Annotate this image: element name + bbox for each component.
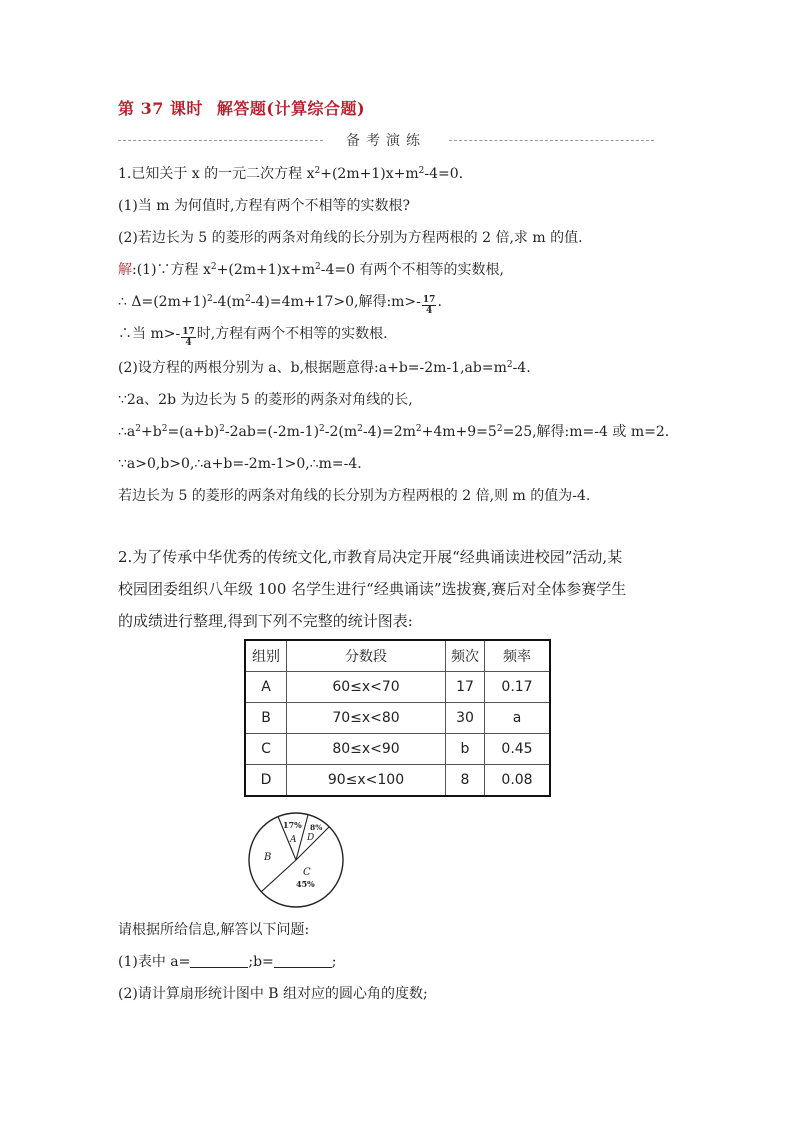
answer-blank-b[interactable] [274,953,332,968]
pie-label-d-pct: 8% [310,823,323,832]
page-title [118,96,365,119]
answer-blank-a[interactable] [190,953,248,968]
table-row [245,765,550,797]
q2-stem-line3: 的成绩进行整理,得到下列不完整的统计图表: [118,612,413,630]
q1-solution-line2: ∴ $\Delta=(2m+1)^2-4(m^2-4)=4m+17>0$,解得:m>- $\frac{17}{4}$ . [118,294,442,316]
q2-stem-line2: 校园团委组织八年级 100 名学生进行“经典诵读”选拔赛,赛后对全体参赛学生 [118,580,627,598]
pie-label-b: B [264,852,272,863]
q1-solution-line3: ∴当 m>- $\frac{17}{4}$ 时,方程有两个不相等的实数根. [118,326,388,348]
lesson-topic: 解答题(计算综合题) [216,99,366,118]
cell-frequency: a [485,703,551,734]
cell-range: 90≤x<100 [287,765,446,797]
pie-label-a: A [290,835,297,845]
q1-solution-line4: (2)设方程的两根分别为 a、b,根据题意得$:a+b=-2m-1,ab=m^2-4$. [118,360,531,376]
q1-part1: (1)当 m 为何值时,方程有两个不相等的实数根? [118,198,410,214]
table-row [245,734,550,765]
q1-solution-line5: ∵2a、2b 为边长为 5 的菱形的两条对角线的长, [118,392,413,408]
header-count: 频次 [446,640,485,672]
cell-frequency: 0.17 [485,672,551,703]
q1-solution-line6: $\therefore a^2+b^2=(a+b)^2-2ab=(-2m-1)^2-2(m^2-4)=2m^2+4m+9=5^2=25$,解得:m=-4 或 m=2. [118,424,670,440]
score-table [244,639,551,797]
cell-count: 8 [446,765,485,797]
cell-range: 60≤x<70 [287,672,446,703]
q1-solution-line8: 若边长为 5 的菱形的两条对角线的长分别为方程两根的 2 倍,则 m 的值为-4. [118,488,591,504]
cell-count: b [446,734,485,765]
q2-part2: (2)请计算扇形统计图中 B 组对应的圆心角的度数; [118,986,428,1002]
cell-count: 17 [446,672,485,703]
table-row [245,703,550,734]
table-header-row [245,640,550,672]
cell-group: D [245,765,287,797]
lesson-number: 第 37 课时 [118,99,203,118]
solution-label: 解 [118,262,132,278]
pie-chart [246,810,346,910]
q2-part1: (1)表中 a= ;b= ; [118,954,337,970]
q1-stem: 1.已知关于 x 的一元二次方程 $x^2+(2m+1)x+m^2-4=0$. [118,166,464,182]
divider-line-right [449,140,654,141]
cell-range: 80≤x<90 [287,734,446,765]
q1-part2: (2)若边长为 5 的菱形的两条对角线的长分别为方程两根的 2 倍,求 m 的值. [118,230,583,246]
pie-label-c-pct: 45% [296,879,315,889]
fraction-17-4: $\frac{17}{4}$ [182,327,195,348]
pie-label-c: C [303,867,311,878]
fraction-17-4: $\frac{17}{4}$ [422,295,436,316]
cell-count: 30 [446,703,485,734]
divider-label: 备考演练 [346,133,426,149]
q1-solution-line1: 解:(1)∵方程 $x^2+(2m+1)x+m^2-4=0$ 有两个不相等的实数根, [118,262,504,278]
cell-frequency: 0.08 [485,765,551,797]
q1-solution-line7: ∵a>0,b>0,∴a+b=-2m-1>0,∴m=-4. [118,456,362,472]
header-group: 组别 [245,640,287,672]
cell-range: 70≤x<80 [287,703,446,734]
header-score-range: 分数段 [287,640,446,672]
cell-frequency: 0.45 [485,734,551,765]
table-row [245,672,550,703]
cell-group: B [245,703,287,734]
pie-label-d: D [307,833,315,843]
section-divider [118,130,654,150]
pie-label-a-pct: 17% [283,820,302,830]
divider-line-left [118,140,323,141]
q2-stem-line1: 2.为了传承中华优秀的传统文化,市教育局决定开展“经典诵读进校园”活动,某 [118,548,623,566]
q2-instructions: 请根据所给信息,解答以下问题: [118,922,310,938]
cell-group: C [245,734,287,765]
cell-group: A [245,672,287,703]
header-frequency: 频率 [485,640,551,672]
